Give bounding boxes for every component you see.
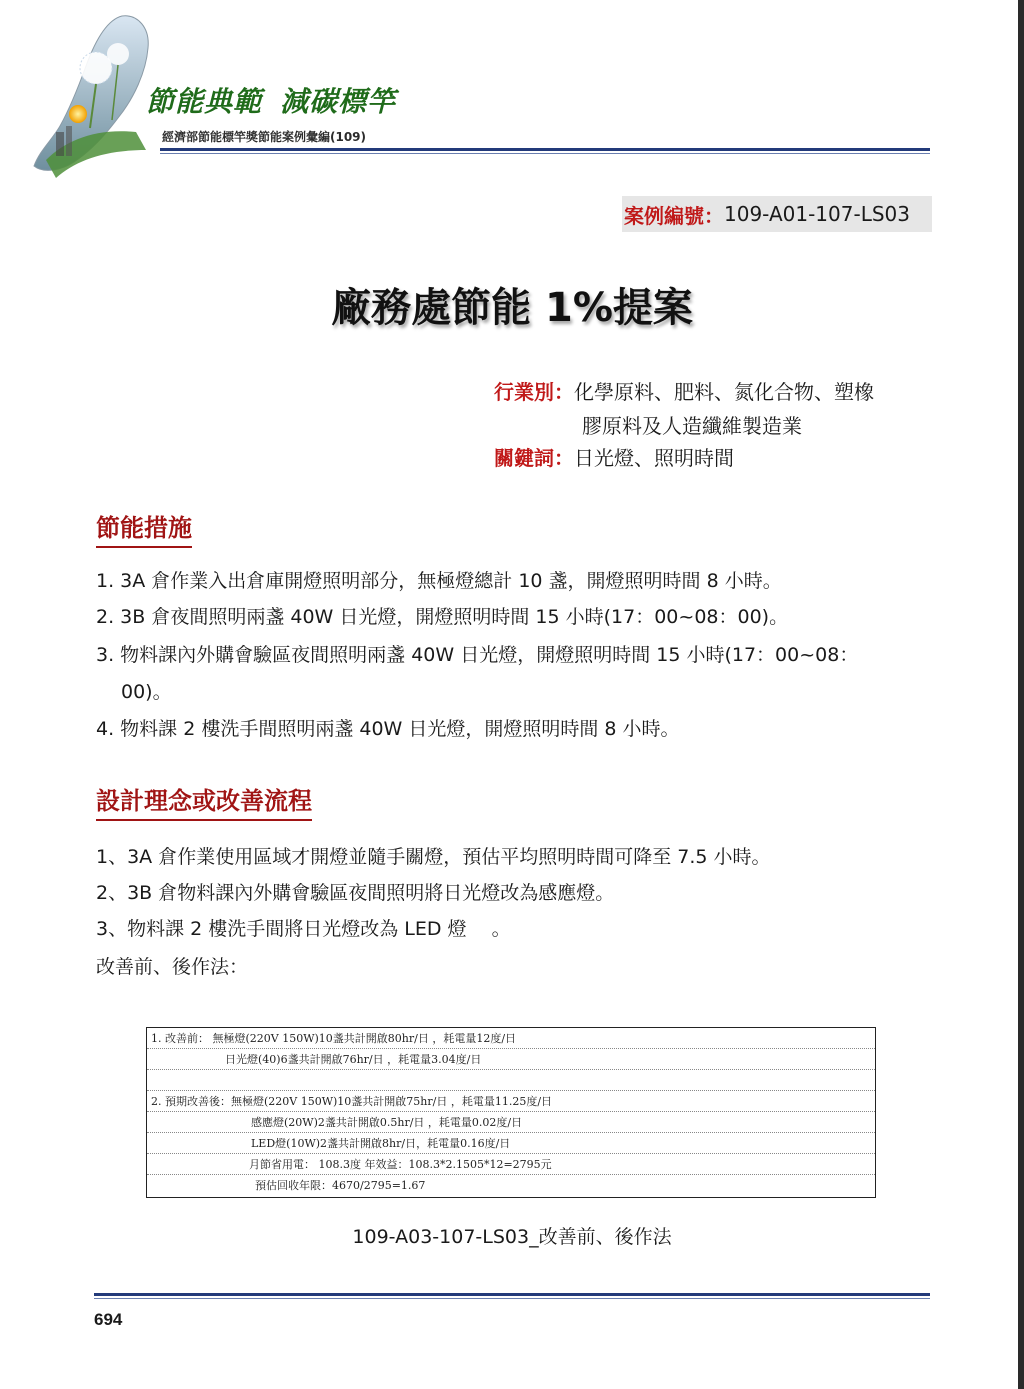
table-row: 感應燈(20W)2盞共計開啟0.5hr/日 ，耗電量0.02度/日 (147, 1112, 875, 1133)
measure-item-1: 1. 3A 倉作業入出倉庫開燈照明部分，無極燈總計 10 盞，開燈照明時間 8 小時。 (96, 570, 782, 592)
brand-title-part-2: 減碳標竿 (280, 85, 397, 118)
before-after-label: 改善前、後作法： (96, 956, 249, 978)
table-caption: 109-A03-107-LS03_改善前、後作法 (352, 1226, 672, 1248)
keywords-label: 關鍵詞： (494, 446, 574, 470)
case-number-label: 案例編號： (624, 203, 724, 228)
industry-value-line2: 膠原料及人造纖維製造業 (582, 414, 802, 438)
table-row: 2. 預期改善後：無極燈(220V 150W)10盞共計開啟75hr/日 ，耗電量11.25度/日 (147, 1091, 875, 1112)
brand-subtitle: 經濟部節能標竿獎節能案例彙編(109) (162, 130, 367, 144)
section-heading-design: 設計理念或改善流程 (96, 781, 312, 821)
table-row (147, 1070, 875, 1091)
section-heading-measures: 節能措施 (96, 508, 192, 548)
header-rule-thin (160, 153, 930, 154)
case-number-value: 109-A01-107-LS03 (724, 202, 910, 226)
page-frame-edge (1018, 0, 1024, 1389)
industry-label: 行業別： (494, 380, 574, 404)
table-row: 1. 改善前： 無極燈(220V 150W)10盞共計開啟80hr/日 ，耗電量12度/日 (147, 1028, 875, 1049)
industry-row (494, 376, 874, 405)
page-title: 廠務處節能 1%提案 (331, 285, 693, 331)
header-rule (160, 148, 930, 151)
design-item-1: 1、3A 倉作業使用區域才開燈並隨手關燈，預估平均照明時間可降至 7.5 小時。 (96, 846, 771, 868)
before-after-table (146, 1027, 876, 1198)
table-row: LED燈(10W)2盞共計開啟8hr/日，耗電量0.16度/日 (147, 1133, 875, 1154)
measure-item-3: 3. 物料課內外購會驗區夜間照明兩盞 40W 日光燈，開燈照明時間 15 小時(17：00~08： (96, 644, 859, 666)
brand-title (146, 80, 396, 120)
footer-rule (94, 1293, 930, 1296)
industry-value-line1: 化學原料、肥料、氮化合物、塑橡 (574, 380, 874, 404)
table-row: 月節省用電： 108.3度 年效益：108.3*2.1505*12=2795元 (147, 1154, 875, 1175)
design-item-2: 2、3B 倉物料課內外購會驗區夜間照明將日光燈改為感應燈。 (96, 882, 615, 904)
table-row: 預估回收年限：4670/2795=1.67 (255, 1179, 426, 1192)
footer-rule-thin (94, 1298, 930, 1299)
keywords-value: 日光燈、照明時間 (574, 446, 734, 470)
table-row: 日光燈(40)6盞共計開啟76hr/日 ，耗電量3.04度/日 (147, 1049, 875, 1070)
measure-item-3-cont: 00)。 (121, 681, 172, 703)
measure-item-4: 4. 物料課 2 樓洗手間照明兩盞 40W 日光燈，開燈照明時間 8 小時。 (96, 718, 680, 740)
brand-title-part-1: 節能典範 (146, 85, 263, 118)
keywords-row (494, 442, 734, 471)
design-item-3: 3、物料課 2 樓洗手間將日光燈改為 LED 燈 。 (96, 918, 511, 940)
case-number-box (622, 196, 932, 232)
page-number: 694 (94, 1310, 123, 1329)
measure-item-2: 2. 3B 倉夜間照明兩盞 40W 日光燈，開燈照明時間 15 小時(17：00~08：00)。 (96, 606, 789, 628)
